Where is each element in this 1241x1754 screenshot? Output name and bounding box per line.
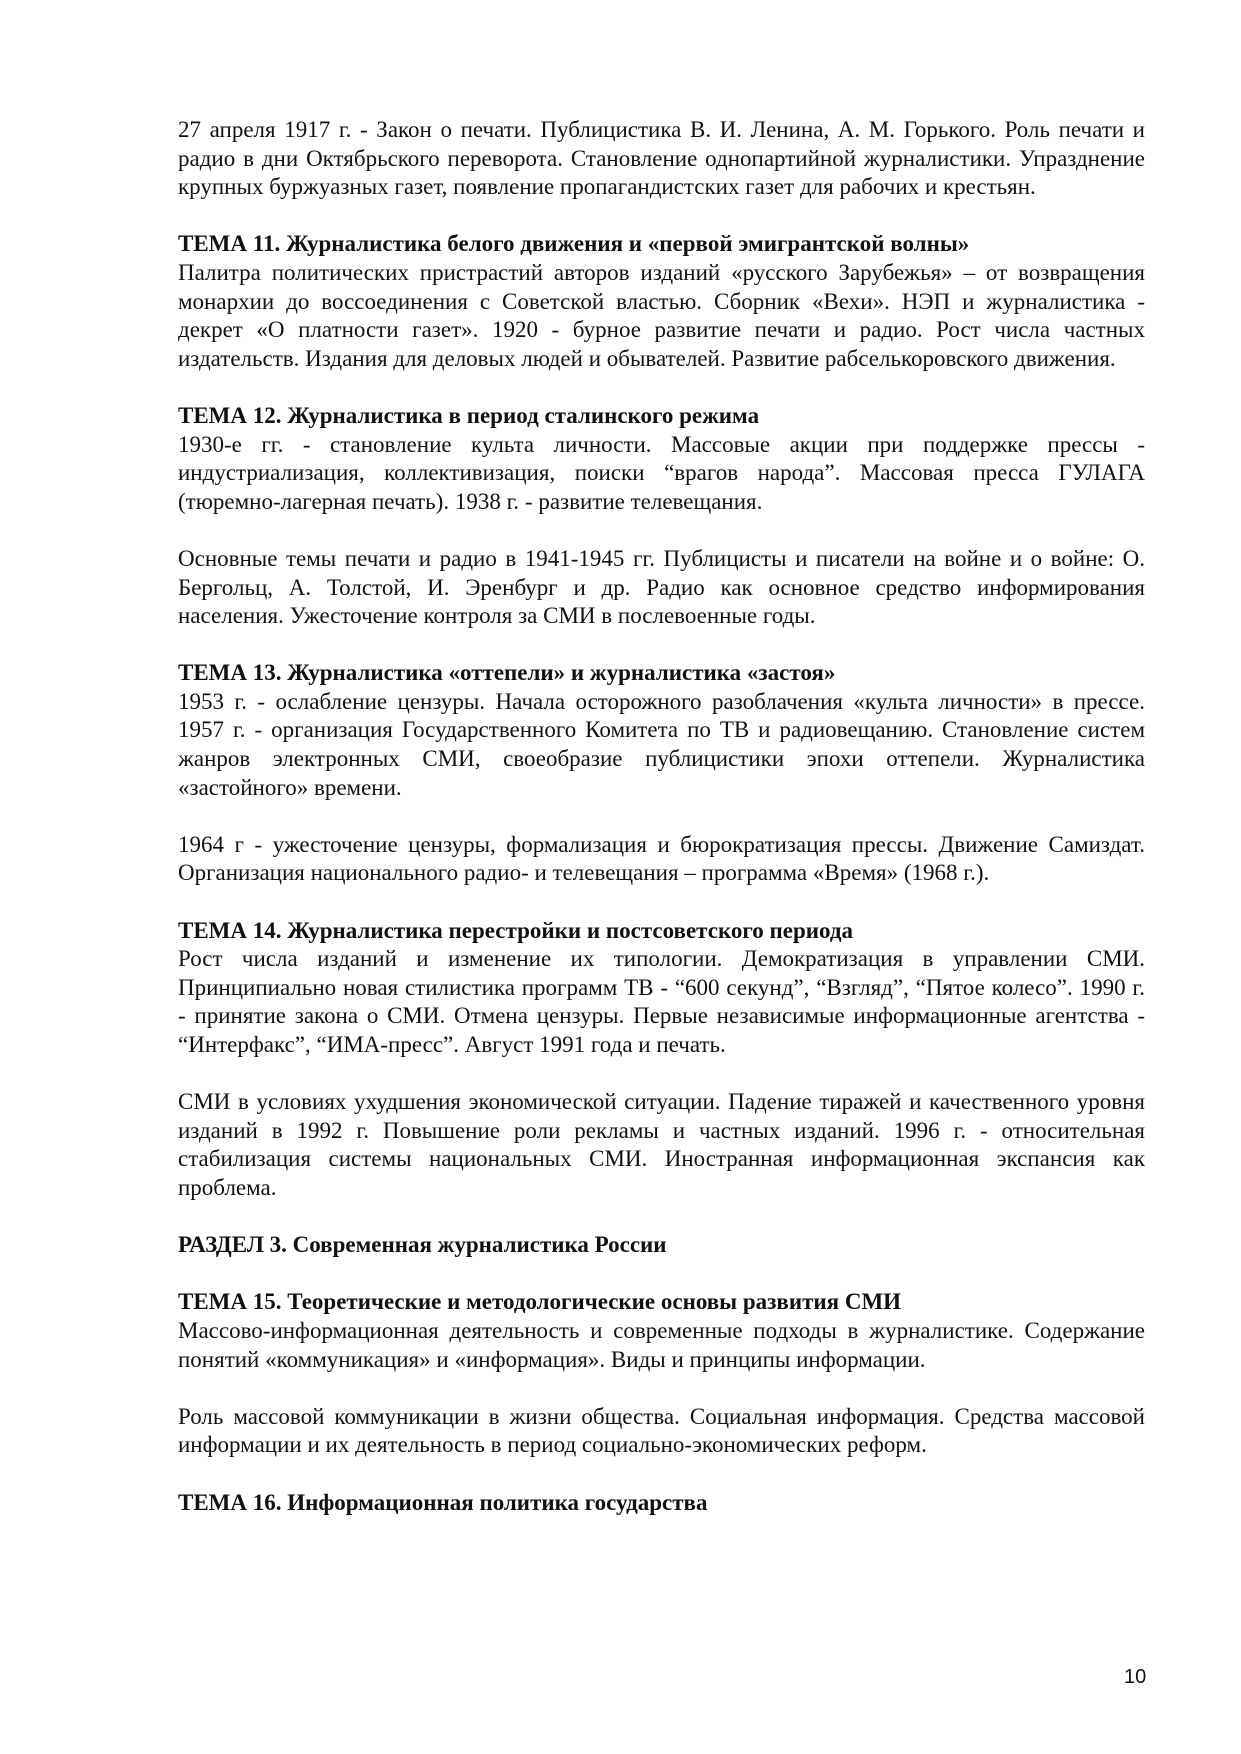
paragraph-topic-12-b: Основные темы печати и радио в 1941-1945 гг. Публицисты и писатели на войне и о войне: О. Бергольц, А. Толстой, И. Эренбург и др. Радио как основное средство информирования населения. Ужесточение контроля за СМИ в послевоенные годы.: [178, 545, 1145, 629]
spacer: [178, 1260, 1145, 1289]
spacer: [178, 373, 1145, 402]
paragraph-topic-14-b: СМИ в условиях ухудшения экономической ситуации. Падение тиражей и качественного уровня изданий в 1992 г. Повышение роли рекламы и частных изданий. 1996 г. - относительная стабилизация системы национальных СМИ. Иностранная информационная экспансия как проблема.: [178, 1089, 1145, 1200]
paragraph-topic-14-a: Рост числа изданий и изменение их типологии. Демократизация в управлении СМИ. Принципиально новая стилистика программ ТВ - “600 секунд”, “Взгляд”, “Пятое колесо”. 1990 г. - принятие закона о СМИ. Отмена цензуры. Первые независимые информационные агентства - “Интерфакс”, “ИМА-пресс”. Август 1991 года и печать.: [178, 946, 1145, 1057]
heading-topic-11: ТЕМА 11. Журналистика белого движения и «первой эмигрантской волны»: [178, 231, 970, 257]
paragraph-press-law-1917: 27 апреля 1917 г. - Закон о печати. Публицистика В. И. Ленина, А. М. Горького. Роль печати и радио в дни Октябрьского переворота. Становление однопартийной журналистики. Упразднение крупных буржуазных газет, появление пропагандистских газет для рабочих и крестьян.: [178, 117, 1145, 200]
heading-topic-14: ТЕМА 14. Журналистика перестройки и постсоветского периода: [178, 917, 854, 943]
spacer: [178, 631, 1145, 660]
spacer: [178, 1460, 1145, 1489]
paragraph-topic-13-a: 1953 г. - ослабление цензуры. Начала осторожного разоблачения «культа личности» в прессе. 1957 г. - организация Государственного Комитета по ТВ и радиовещанию. Становление систем жанров электронных СМИ, своеобразие публицистики эпохи оттепели. Журналистика «застойного» времени.: [178, 688, 1145, 800]
spacer: [178, 888, 1145, 917]
paragraph-topic-11: Палитра политических пристрастий авторов изданий «русского Зарубежья» – от возвращения монархии до воссоединения с Советской властью. Сборник «Вехи». НЭП и журналистика - декрет «О платности газет». 1920 - бурное развитие печати и радио. Рост числа частных издательств. Издания для деловых людей и обывателей. Развитие рабселькоровского движения.: [178, 259, 1145, 371]
heading-topic-12: ТЕМА 12. Журналистика в период сталинского режима: [178, 402, 760, 428]
spacer: [178, 802, 1145, 831]
paragraph-topic-12-a: 1930-е гг. - становление культа личности. Массовые акции при поддержке прессы - индустриализация, коллективизация, поиски “врагов народа”. Массовая пресса ГУЛАГА (тюремно-лагерная печать). 1938 г. - развитие телевещания.: [178, 431, 1145, 514]
paragraph-topic-15-b: Роль массовой коммуникации в жизни общества. Социальная информация. Средства массовой информации и их деятельность в период социально-экономических реформ.: [178, 1403, 1145, 1458]
spacer: [178, 516, 1145, 545]
paragraph-topic-13-b: 1964 г - ужесточение цензуры, формализация и бюрократизация прессы. Движение Самиздат. Организация национального радио- и телевещания – программа «Время» (1968 г.).: [178, 831, 1145, 886]
heading-section-3: РАЗДЕЛ 3. Современная журналистика России: [178, 1232, 667, 1258]
document-page: [178, 116, 1145, 1517]
spacer: [178, 1374, 1145, 1403]
page-number: 10: [1124, 1666, 1147, 1688]
heading-topic-15: ТЕМА 15. Теоретические и методологические основы развития СМИ: [178, 1289, 902, 1315]
spacer: [178, 1060, 1145, 1089]
spacer: [178, 1203, 1145, 1232]
paragraph-topic-15-a: Массово-информационная деятельность и современные подходы в журналистике. Содержание понятий «коммуникация» и «информация». Виды и принципы информации.: [178, 1317, 1145, 1372]
heading-topic-13: ТЕМА 13. Журналистика «оттепели» и журналистика «застоя»: [178, 660, 836, 686]
heading-topic-16: ТЕМА 16. Информационная политика государства: [178, 1489, 708, 1515]
spacer: [178, 202, 1145, 231]
